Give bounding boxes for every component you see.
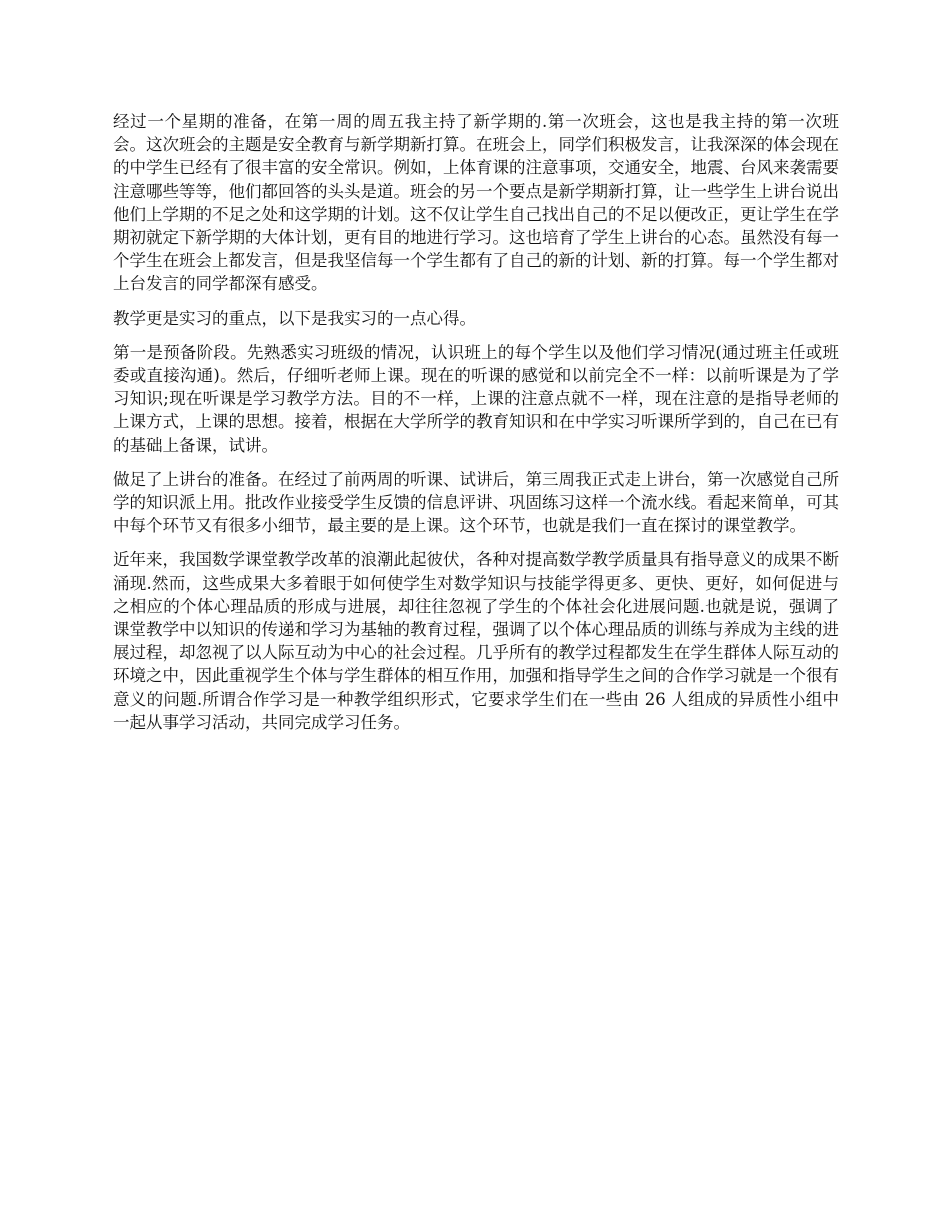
paragraph-teaching-focus: 教学更是实习的重点，以下是我实习的一点心得。 [113,308,476,328]
paragraph-cooperative-learning: 近年来，我国数学课堂教学改革的浪潮此起彼伏，各种对提高数学教学质量具有指导意义的成果不断涌现.然而，这些成果大多着眼于如何使学生对数学知识与技能学得更多、更快、更好，如何促进与之相应的个体心理品质的形成与进展，却往往忽视了学生的个体社会化进展问题.也就是说，强调了课堂教学中以知识的传递和学习为基轴的教育过程，强调了以个体心理品质的训练与养成为主线的进展过程，却忽视了以人际互动为中心的社会过程。几乎所有的教学过程都发生在学生群体人际互动的环境之中，因此重视学生个体与学生群体的相互作用，加强和指导学生之间的合作学习就是一个很有意义的问题.所谓合作学习是一种教学组织形式，它要求学生们在一些由 26 人组成的异质性小组中一起从事学习活动，共同完成学习任务。 [113,550,839,732]
paragraph-preparation-stage: 第一是预备阶段。先熟悉实习班级的情况，认识班上的每个学生以及他们学习情况(通过班主任或班委或直接沟通)。然后，仔细听老师上课。现在的听课的感觉和以前完全不一样：以前听课是为了学习知识;现在听课是学习教学方法。目的不一样，上课的注意点就不一样，现在注意的是指导老师的上课方式，上课的思想。接着，根据在大学所学的教育知识和在中学实习听课所学到的，自己在已有的基础上备课，试讲。 [113,342,839,455]
paragraph-class-meeting: 经过一个星期的准备，在第一周的周五我主持了新学期的.第一次班会，这也是我主持的第一次班会。这次班会的主题是安全教育与新学期新打算。在班会上，同学们积极发言，让我深深的体会现在的中学生已经有了很丰富的安全常识。例如，上体育课的注意事项，交通安全，地震、台风来袭需要注意哪些等等，他们都回答的头头是道。班会的另一个要点是新学期新打算，让一些学生上讲台说出他们上学期的不足之处和这学期的计划。这不仅让学生自己找出自己的不足以便改正，更让学生在学期初就定下新学期的大体计划，更有目的地进行学习。这也培育了学生上讲台的心态。虽然没有每一个学生在班会上都发言，但是我坚信每一个学生都有了自己的新的计划、新的打算。每一个学生都对上台发言的同学都深有感受。 [113,112,839,294]
paragraph-first-lecture: 做足了上讲台的准备。在经过了前两周的听课、试讲后，第三周我正式走上讲台，第一次感觉自己所学的知识派上用。批改作业接受学生反馈的信息评讲、巩固练习这样一个流水线。看起来简单，可其中每个环节又有很多小细节，最主要的是上课。这个环节，也就是我们一直在探讨的课堂教学。 [113,469,839,536]
document-body [113,110,839,745]
